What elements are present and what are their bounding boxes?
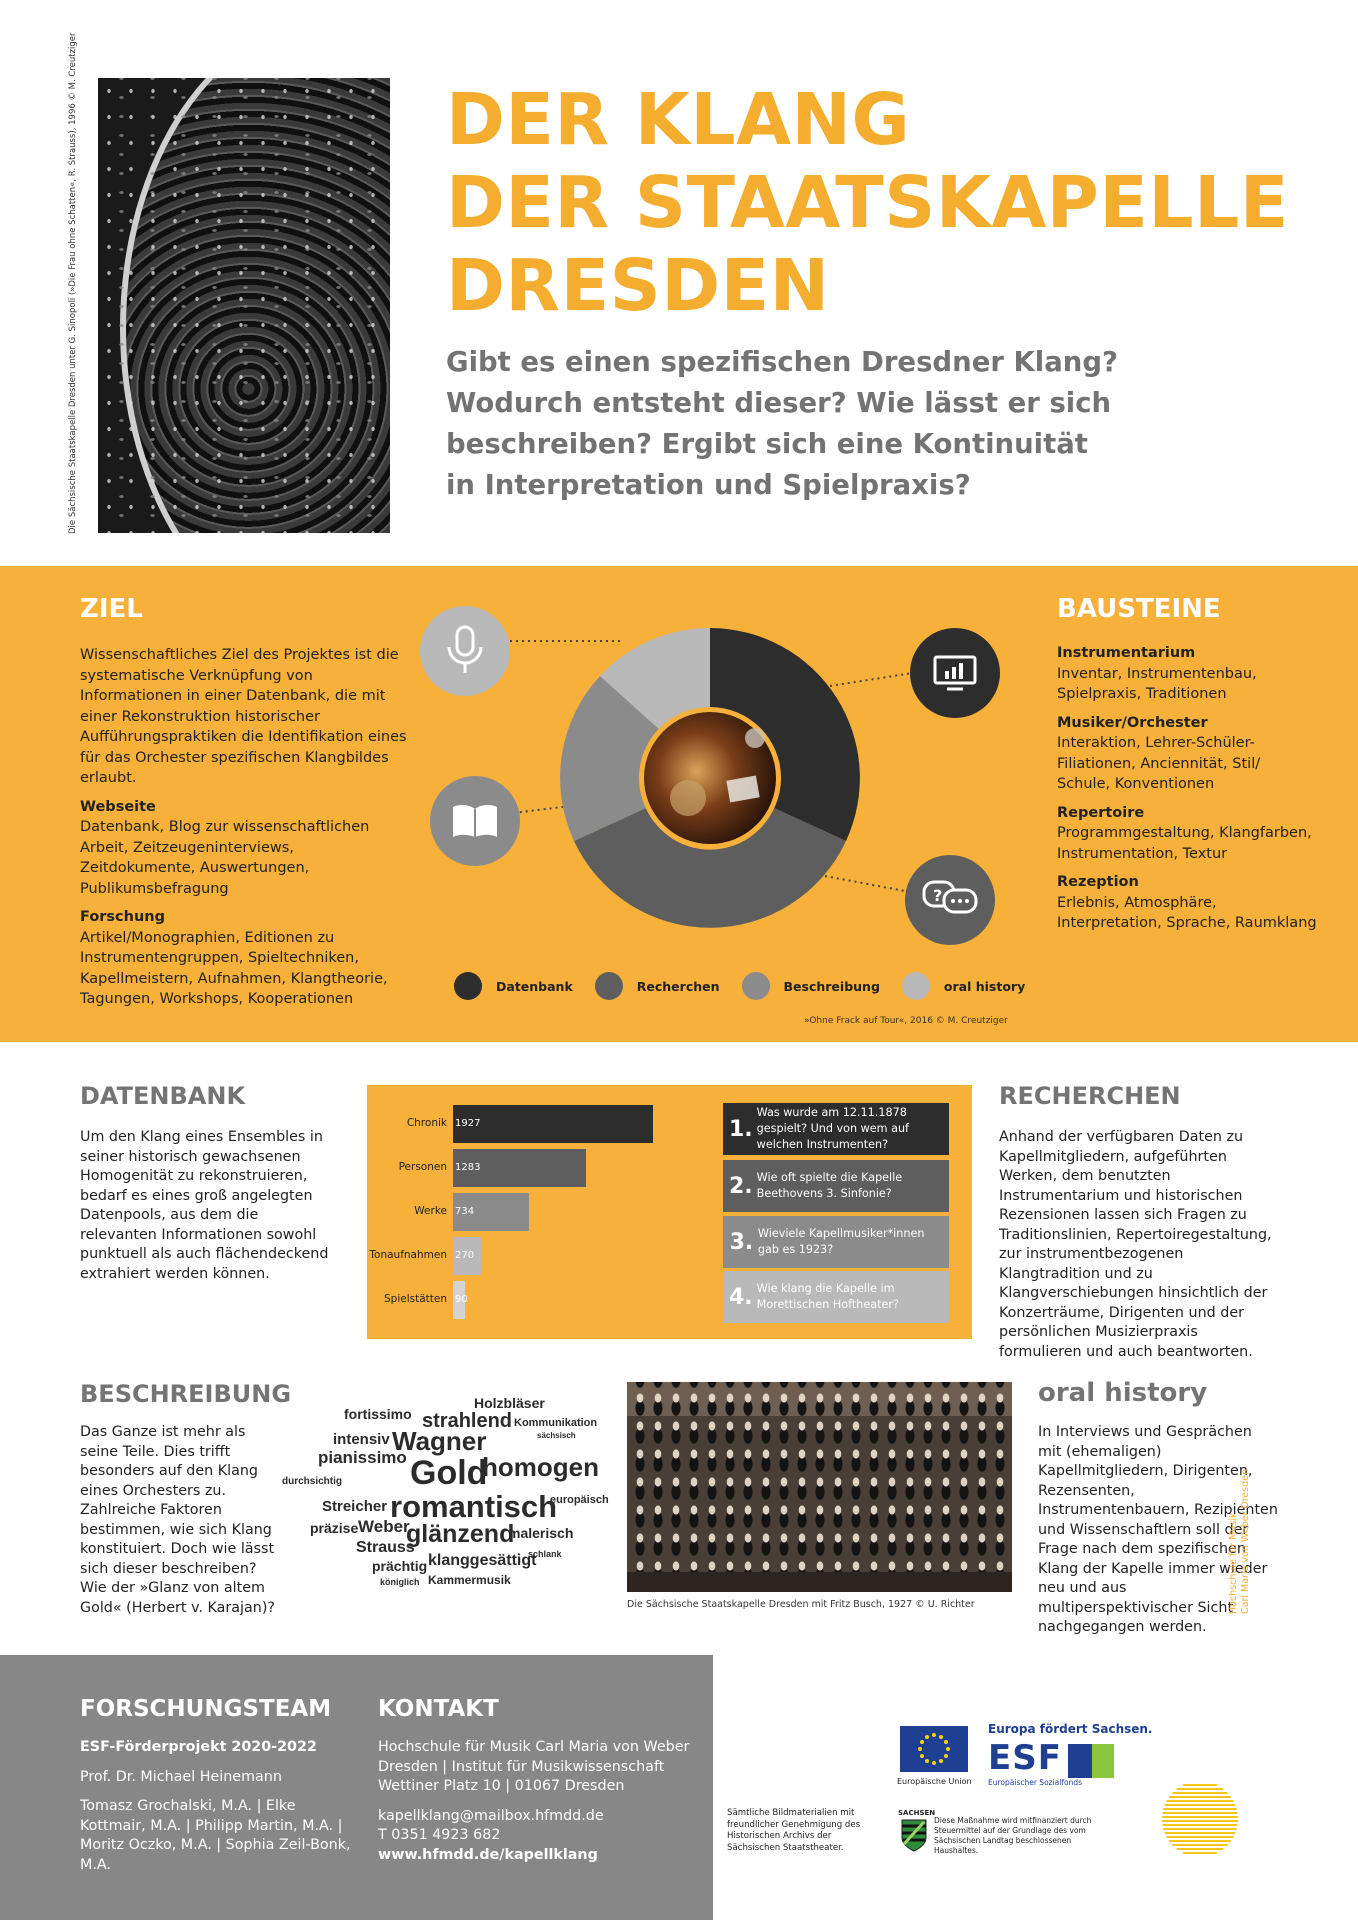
website-link[interactable]: www.hfmdd.de/kapellklang — [378, 1846, 598, 1863]
lead-line: in Interpretation und Spielpraxis? — [446, 469, 971, 501]
logo-stripe — [1167, 1836, 1234, 1838]
cloud-word: präzise — [310, 1520, 359, 1536]
address: Hochschule für Musik Carl Maria von Weber Dresden | Institut für Musikwissenschaft Wettiner Platz 10 | 01067 Dresden — [378, 1739, 690, 1794]
baustein-title: Rezeption — [1057, 874, 1139, 890]
sachsen-coat-of-arms — [900, 1818, 928, 1852]
ziel-heading: ZIEL — [80, 594, 143, 624]
datenbank-text: Um den Klang eines Ensembles in seiner historisch gewachsenen Homogenität zu rekonstruieren, bedarf es eines groß angelegten Datenpools, aus dem die relevanten Informationen sowohl punktuell als auch flächendeckend extrahiert werden können. — [80, 1129, 329, 1282]
cloud-word: Streicher — [322, 1498, 388, 1515]
question-card — [723, 1103, 949, 1155]
question-text: Was wurde am 12.11.1878 gespielt? Und von wem auf welchen Instrumenten? — [756, 1106, 909, 1151]
cloud-word: Weber — [358, 1517, 410, 1536]
word-cloud — [282, 1392, 612, 1600]
baustein-text: Erlebnis, Atmosphäre, Interpretation, Sprache, Raumklang — [1057, 894, 1317, 931]
question-number: 2. — [729, 1173, 753, 1199]
logo-stripe — [1162, 1820, 1238, 1822]
legend-item: Recherchen — [595, 972, 720, 1000]
question-number: 1. — [729, 1116, 753, 1142]
team-members: Tomasz Grochalski, M.A. | Elke Kottmair, M.A. | Philipp Martin, M.A. | Moritz Oczko, M.A. | Sophia Zeil-Bonk, M.A. — [80, 1798, 351, 1873]
team-heading: FORSCHUNGSTEAM — [80, 1696, 332, 1722]
bar-value: 734 — [455, 1206, 475, 1217]
question-number: 4. — [729, 1284, 753, 1310]
ring-legend — [454, 972, 1047, 1000]
historic-orchestra-photo — [627, 1382, 1012, 1592]
logo-stripe — [1165, 1832, 1236, 1834]
webseite-title: Webseite — [80, 798, 156, 815]
sachsen-label: SACHSEN — [898, 1809, 936, 1817]
question-text: Wie oft spielte die Kapelle Beethovens 3. Sinfonie? — [756, 1171, 903, 1200]
cloud-word: strahlend — [422, 1410, 513, 1432]
bar-label: Tonaufnahmen — [369, 1249, 447, 1261]
title-line: DRESDEN — [446, 244, 830, 327]
monitor-chart-icon — [910, 628, 1000, 718]
logo-stripe — [1165, 1804, 1236, 1806]
cloud-word: schlank — [528, 1549, 562, 1559]
cloud-word: Holzbläser — [474, 1395, 545, 1411]
hfm-line: Carl Maria von Weber Dresden — [1240, 1468, 1251, 1614]
hfm-vertical-name — [1228, 1469, 1252, 1614]
orchestra-photo — [98, 78, 390, 533]
bar-label: Personen — [398, 1161, 447, 1173]
bar-value: 90 — [455, 1294, 468, 1305]
cloud-word: Kommunikation — [514, 1417, 598, 1429]
bar-value: 270 — [455, 1250, 475, 1261]
cloud-word: Gold — [410, 1454, 488, 1492]
kontakt-heading: KONTAKT — [378, 1696, 499, 1722]
datenbank-heading: DATENBANK — [80, 1082, 246, 1110]
cloud-word: sächsisch — [537, 1431, 576, 1440]
esf-flag-mark — [1068, 1744, 1114, 1778]
cloud-word: Kammermusik — [428, 1573, 511, 1587]
forschung-text: Artikel/Monographien, Editionen zu Instrumentengruppen, Spieltechniken, Kapellmeistern, Aufnahmen, Klangtheorie, Tagungen, Workshops, Kooperationen — [80, 929, 388, 1007]
baustein-text: Inventar, Instrumentenbau, Spielpraxis, Traditionen — [1057, 665, 1257, 702]
bar-value: 1927 — [455, 1118, 481, 1129]
question-card — [723, 1216, 949, 1268]
cloud-word: glänzend — [406, 1520, 515, 1548]
oral-history-heading: oral history — [1038, 1378, 1208, 1408]
bar — [453, 1105, 653, 1143]
legend-item: oral history — [902, 972, 1025, 1000]
logo-stripe — [1183, 1784, 1217, 1786]
lead-line: beschreiben? Ergibt sich eine Kontinuität — [446, 428, 1088, 460]
speech-bubbles-icon — [905, 855, 995, 945]
project-ring — [560, 628, 860, 928]
cloud-word: fortissimo — [344, 1406, 412, 1422]
logo-stripe — [1172, 1792, 1227, 1794]
lead-questions — [446, 342, 1118, 506]
microphone-icon — [420, 606, 510, 696]
bar-label: Chronik — [406, 1117, 447, 1129]
baustein-title: Instrumentarium — [1057, 645, 1196, 661]
hfm-line: Hochschule für Musik — [1228, 1512, 1239, 1614]
logo-stripe — [1177, 1788, 1224, 1790]
email-link[interactable]: kapellklang@mailbox.hfmdd.de — [378, 1807, 604, 1824]
hfm-logo — [1160, 1778, 1240, 1860]
funding-note: Diese Maßnahme wird mitfinanziert durch Steuermittel auf der Grundlage des vom Sächsischen Landtag beschlossenen Haushaltes. — [934, 1816, 1092, 1855]
cloud-word: intensiv — [333, 1431, 390, 1448]
title-line: DER KLANG — [446, 78, 911, 161]
book-icon — [430, 776, 520, 866]
cloud-word: romantisch — [390, 1489, 558, 1524]
logo-stripe — [1163, 1828, 1236, 1830]
baustein-title: Repertoire — [1057, 804, 1145, 821]
question-card — [723, 1271, 949, 1323]
beschreibung-heading: BESCHREIBUNG — [80, 1380, 292, 1408]
bar-label: Spielstätten — [384, 1293, 447, 1305]
historic-photo-caption: Die Sächsische Staatskapelle Dresden mit Fritz Busch, 1927 © U. Richter — [627, 1599, 975, 1610]
logo-stripe — [1163, 1808, 1236, 1810]
logo-stripe — [1167, 1800, 1234, 1802]
cloud-word: durchsichtig — [282, 1476, 343, 1487]
baustein-title: Musiker/Orchester — [1057, 714, 1208, 731]
logo-stripe — [1183, 1852, 1217, 1854]
phone: T 0351 4923 682 — [378, 1827, 501, 1843]
team-lead: Prof. Dr. Michael Heinemann — [80, 1768, 282, 1785]
poster-title — [446, 78, 1289, 327]
bar-label: Werke — [414, 1205, 447, 1217]
logo-stripe — [1172, 1844, 1227, 1846]
kontakt-text — [378, 1738, 708, 1865]
title-line: DER STAATSKAPELLE — [446, 161, 1289, 244]
question-number: 3. — [729, 1229, 754, 1255]
cloud-word: malerisch — [508, 1525, 574, 1541]
photo-caption: Die Sächsische Staatskapelle Dresden unter G. Sinopoli (»Die Frau ohne Schatten«, R. Strauss), 1996 © M. Creutziger — [68, 32, 78, 534]
lead-line: Wodurch entsteht dieser? Wie lässt er sich — [446, 387, 1112, 419]
logo-stripe — [1177, 1848, 1224, 1850]
lead-line: Gibt es einen spezifischen Dresdner Klang? — [446, 346, 1118, 378]
bar-value: 1283 — [455, 1162, 481, 1173]
baustein-text: Programmgestaltung, Klangfarben, Instrumentation, Textur — [1057, 825, 1312, 862]
cloud-word: königlich — [380, 1577, 420, 1587]
project-label: ESF-Förderprojekt 2020-2022 — [80, 1739, 317, 1755]
recherchen-text: Anhand der verfügbaren Daten zu Kapellmitgliedern, aufgeführten Werken, dem benutzten Instrumentarium und historischen Rezensionen lassen sich Fragen zu Traditionslinien, Repertoiregestaltung, zur instrumentbezogenen Klangtradition und zu Klangverschiebungen hinsichtlich der Konzerträume, Dirigenten und der persönlichen Musizierpraxis formulieren und auch beantworten. — [999, 1129, 1272, 1360]
svg-text:?: ? — [933, 886, 943, 905]
question-text: Wieviele Kapellmusiker*innen gab es 1923? — [757, 1227, 925, 1256]
image-rights-note: Sämtliche Bildmaterialien mit freundlicher Genehmigung des Historischen Archivs der Sächsischen Staatstheater. — [727, 1808, 861, 1853]
esf-logo: ESF — [988, 1738, 1062, 1778]
beschreibung-text: Das Ganze ist mehr als seine Teile. Dies trifft besonders auf den Klang eines Orchesters zu. Zahlreiche Faktoren bestimmen, wie sich Klang konstituiert. Doch wie lässt sich dieser beschreiben? Wie der »Glanz von altem Gold« (Herbert v. Karajan)? — [80, 1424, 275, 1616]
logo-stripe — [1169, 1796, 1231, 1798]
eu-label: Europäische Union — [897, 1777, 972, 1786]
cloud-word: prächtig — [372, 1558, 428, 1574]
logo-stripe — [1162, 1824, 1237, 1826]
cloud-word: Strauss — [356, 1539, 415, 1556]
oral-history-text: In Interviews und Gesprächen mit (ehemaligen) Kapellmitgliedern, Dirigenten, Rezensenten, Instrumentenbauern, Rezipienten und Wissenschaftlern soll der Frage nach dem spezifischen Klang der Kapelle immer wieder neu und aus multiperspektivischer Sicht nachgegangen werden. — [1038, 1424, 1278, 1635]
cloud-word: klanggesättigt — [428, 1552, 537, 1569]
recherchen-heading: RECHERCHEN — [999, 1082, 1181, 1110]
cloud-word: europäisch — [550, 1494, 609, 1506]
logo-stripe — [1162, 1812, 1237, 1814]
eu-flag-logo — [900, 1726, 968, 1772]
team-text — [80, 1738, 360, 1875]
cloud-word: pianissimo — [318, 1448, 407, 1467]
bausteine-heading: BAUSTEINE — [1057, 594, 1221, 624]
cloud-word: homogen — [482, 1452, 599, 1482]
legend-item: Datenbank — [454, 972, 573, 1000]
question-text: Wie klang die Kapelle im Morettischen Hoftheater? — [756, 1282, 899, 1311]
legend-item: Beschreibung — [742, 972, 880, 1000]
band-photo-caption: »Ohne Frack auf Tour«, 2016 © M. Creutziger — [804, 1016, 1008, 1026]
logo-stripe — [1162, 1816, 1238, 1818]
esf-sub: Europäischer Sozialfonds — [988, 1778, 1083, 1787]
cloud-word: Wagner — [392, 1426, 487, 1456]
esf-tagline: Europa fördert Sachsen. — [988, 1722, 1153, 1736]
webseite-text: Datenbank, Blog zur wissenschaftlichen Arbeit, Zeitzeugeninterviews, Zeitdokumente, Auswertungen, Publikumsbefragung — [80, 819, 370, 897]
ziel-intro: Wissenschaftliches Ziel des Projektes ist die systematische Verknüpfung von Informationen in einer Datenbank, die mit einer Rekonstruktion historischer Aufführungspraktiken die Identifikation eines für das Orchester spezifischen Klangbildes erlaubt. — [80, 647, 407, 786]
logo-stripe — [1169, 1840, 1231, 1842]
baustein-text: Interaktion, Lehrer-Schüler-Filiationen, Anciennität, Stil/ Schule, Konventionen — [1057, 735, 1261, 792]
question-card — [723, 1160, 949, 1212]
forschung-title: Forschung — [80, 909, 166, 925]
